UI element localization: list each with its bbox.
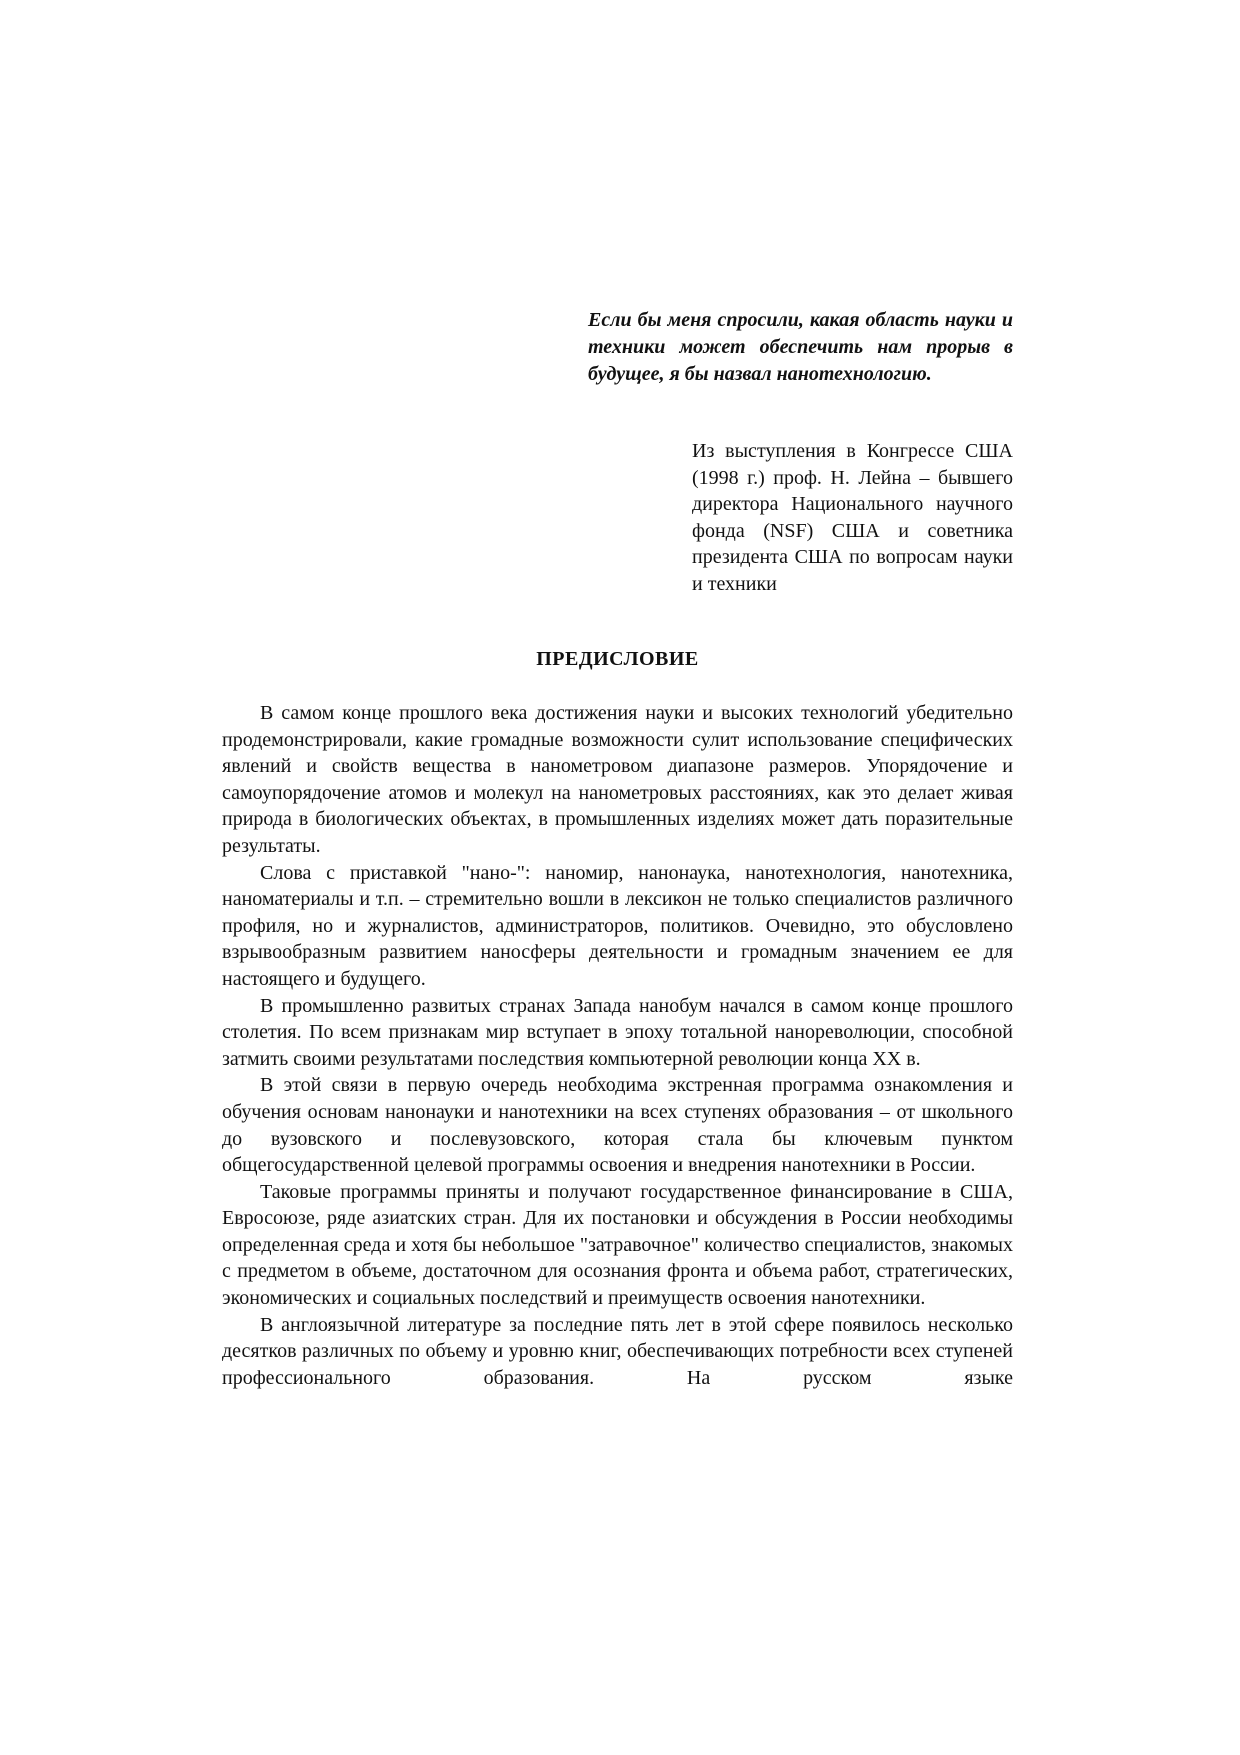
paragraph: В этой связи в первую очередь необходима экстренная программа ознакомления и обучения основам нанонауки и нанотехники на всех ступенях образования – от школьного до вузовского и послевузовского, которая стала бы ключевым пунктом общегосударственной целевой программы освоения и внедрения нанотехники в России. (222, 1074, 1013, 1177)
section-heading: ПРЕДИСЛОВИЕ (536, 648, 699, 670)
paragraph: В самом конце прошлого века достижения науки и высоких технологий убедительно продемонстрировали, какие громадные возможности сулит использование специфических явлений и свойств вещества в нанометровом диапазоне размеров. Упорядочение и самоупорядочение атомов и молекул на нанометровых расстояниях, как это делает живая природа в биологических объектах, в промышленных изделиях может дать поразительные результаты. (222, 702, 1013, 857)
paragraph: Слова с приставкой "нано-": наномир, нанонаука, нанотехнология, нанотехника, наноматериалы и т.п. – стремительно вошли в лексикон не только специалистов различного профиля, но и журналистов, администраторов, политиков. Очевидно, это обусловлено взрывообразным развитием наносферы деятельности и громадным значением ее для настоящего и будущего. (222, 861, 1013, 990)
epigraph-quote (588, 307, 1013, 388)
attribution-text: Из выступления в Конгрессе США (1998 г.) проф. Н. Лейна – бывшего директора Национального научного фонда (NSF) США и советника президента США по вопросам науки и техники (692, 440, 1013, 595)
paragraph: В англоязычной литературе за последние пять лет в этой сфере появилось несколько десятков различных по объему и уровню книг, обеспечивающих потребности всех ступеней профессионального образования. На русском языке (222, 1313, 1013, 1389)
paragraph: Таковые программы приняты и получают государственное финансирование в США, Евросоюзе, ряде азиатских стран. Для их постановки и обсуждения в России необходимы определенная среда и хотя бы небольшое "затравочное" количество специалистов, знакомых с предметом в объеме, достаточном для осознания фронта и объема работ, стратегических, экономических и социальных последствий и преимуществ освоения нанотехники. (222, 1180, 1013, 1310)
epigraph-attribution (692, 438, 1013, 597)
preface-body (222, 700, 1013, 1391)
paragraph: В промышленно развитых странах Запада нанобум начался в самом конце прошлого столетия. По всем признакам мир вступает в эпоху тотальной нанореволюции, способной затмить своими результатами последствия компьютерной революции конца XX в. (222, 994, 1013, 1070)
epigraph-text: Если бы меня спросили, какая область науки и техники может обеспечить нам прорыв в будущее, я бы назвал нанотехнологию. (588, 309, 1013, 385)
